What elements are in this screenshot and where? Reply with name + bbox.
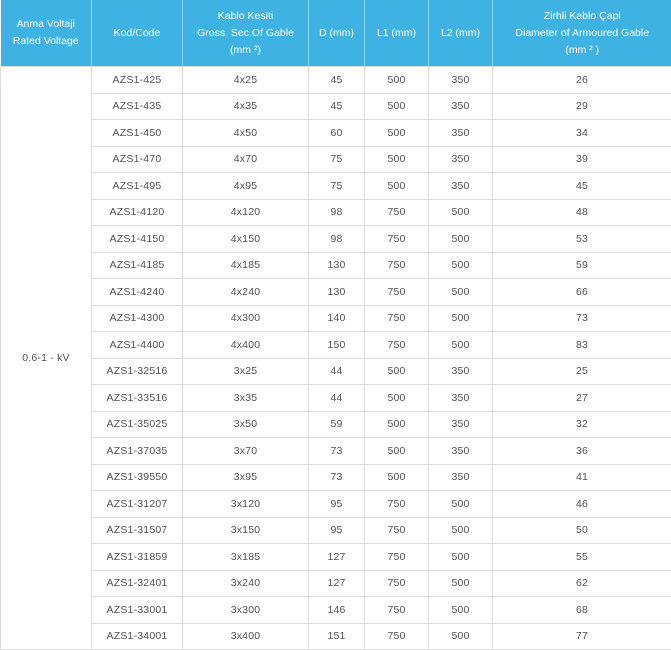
table-row xyxy=(1,570,671,597)
table-row xyxy=(1,411,671,438)
cell-l2: 500 xyxy=(429,305,493,332)
cell-diameter: 55 xyxy=(493,544,671,571)
cell-code: AZS1-435 xyxy=(92,93,183,120)
cell-l2: 500 xyxy=(429,491,493,518)
cell-d: 130 xyxy=(309,252,365,279)
cell-l1: 750 xyxy=(365,226,429,253)
table-header xyxy=(1,0,671,67)
cell-section: 4x120 xyxy=(183,199,309,226)
cell-diameter: 26 xyxy=(493,67,671,94)
cell-diameter: 73 xyxy=(493,305,671,332)
header-d: D (mm) xyxy=(309,0,365,67)
cell-l2: 500 xyxy=(429,252,493,279)
cell-section: 4x300 xyxy=(183,305,309,332)
cell-d: 95 xyxy=(309,491,365,518)
cell-l1: 500 xyxy=(365,67,429,94)
header-voltage: Anma Voltaji Rated Voltage xyxy=(1,0,92,67)
table-row xyxy=(1,279,671,306)
cell-diameter: 53 xyxy=(493,226,671,253)
table-row xyxy=(1,120,671,147)
cell-section: 3x240 xyxy=(183,570,309,597)
cell-code: AZS1-495 xyxy=(92,173,183,200)
cell-section: 4x35 xyxy=(183,93,309,120)
table-row xyxy=(1,226,671,253)
table-row xyxy=(1,67,671,94)
cell-code: AZS1-31507 xyxy=(92,517,183,544)
cell-d: 45 xyxy=(309,67,365,94)
cell-d: 98 xyxy=(309,199,365,226)
cell-l1: 750 xyxy=(365,623,429,650)
cell-d: 150 xyxy=(309,332,365,359)
cell-l2: 350 xyxy=(429,385,493,412)
cell-l1: 500 xyxy=(365,358,429,385)
cell-section: 4x240 xyxy=(183,279,309,306)
cell-section: 3x185 xyxy=(183,544,309,571)
cell-d: 130 xyxy=(309,279,365,306)
voltage-cell: 0.6-1 - kV xyxy=(1,67,92,650)
cell-l1: 750 xyxy=(365,252,429,279)
cell-code: AZS1-33001 xyxy=(92,597,183,624)
cell-code: AZS1-39550 xyxy=(92,464,183,491)
cell-diameter: 59 xyxy=(493,252,671,279)
table-row xyxy=(1,146,671,173)
header-l1: L1 (mm) xyxy=(365,0,429,67)
cell-l2: 350 xyxy=(429,173,493,200)
cell-l1: 500 xyxy=(365,173,429,200)
header-section: Kablo Kesiti Gross. Sec.Of Gable (mm ²) xyxy=(183,0,309,67)
cell-d: 75 xyxy=(309,146,365,173)
cell-d: 75 xyxy=(309,173,365,200)
cell-diameter: 62 xyxy=(493,570,671,597)
cell-l1: 500 xyxy=(365,120,429,147)
cell-l2: 500 xyxy=(429,623,493,650)
cell-d: 60 xyxy=(309,120,365,147)
cell-l1: 500 xyxy=(365,93,429,120)
cell-l2: 350 xyxy=(429,67,493,94)
cell-d: 151 xyxy=(309,623,365,650)
cell-l2: 350 xyxy=(429,438,493,465)
cell-diameter: 32 xyxy=(493,411,671,438)
cell-l1: 750 xyxy=(365,597,429,624)
cell-section: 4x25 xyxy=(183,67,309,94)
cell-l2: 500 xyxy=(429,517,493,544)
cell-diameter: 29 xyxy=(493,93,671,120)
cell-diameter: 83 xyxy=(493,332,671,359)
cell-l2: 350 xyxy=(429,120,493,147)
cell-l1: 750 xyxy=(365,279,429,306)
cell-code: AZS1-37035 xyxy=(92,438,183,465)
table-row xyxy=(1,544,671,571)
cell-l1: 750 xyxy=(365,517,429,544)
cell-diameter: 39 xyxy=(493,146,671,173)
cell-code: AZS1-31207 xyxy=(92,491,183,518)
table-row xyxy=(1,332,671,359)
cell-section: 3x400 xyxy=(183,623,309,650)
cell-diameter: 27 xyxy=(493,385,671,412)
table-row xyxy=(1,517,671,544)
cell-d: 127 xyxy=(309,544,365,571)
cell-d: 45 xyxy=(309,93,365,120)
cell-l1: 500 xyxy=(365,438,429,465)
cell-diameter: 48 xyxy=(493,199,671,226)
cell-section: 3x25 xyxy=(183,358,309,385)
cell-code: AZS1-450 xyxy=(92,120,183,147)
cell-section: 3x120 xyxy=(183,491,309,518)
table-row xyxy=(1,93,671,120)
cell-d: 73 xyxy=(309,438,365,465)
cell-l1: 750 xyxy=(365,544,429,571)
cell-d: 146 xyxy=(309,597,365,624)
cell-section: 3x70 xyxy=(183,438,309,465)
table-row xyxy=(1,385,671,412)
cell-section: 3x150 xyxy=(183,517,309,544)
cell-d: 73 xyxy=(309,464,365,491)
cell-code: AZS1-425 xyxy=(92,67,183,94)
cell-section: 4x400 xyxy=(183,332,309,359)
cell-section: 4x95 xyxy=(183,173,309,200)
cell-section: 4x185 xyxy=(183,252,309,279)
cell-d: 98 xyxy=(309,226,365,253)
header-row xyxy=(1,0,671,67)
cell-l2: 350 xyxy=(429,146,493,173)
cell-code: AZS1-35025 xyxy=(92,411,183,438)
table-row xyxy=(1,199,671,226)
cell-section: 3x300 xyxy=(183,597,309,624)
cell-l2: 500 xyxy=(429,544,493,571)
table-row xyxy=(1,358,671,385)
table-row xyxy=(1,305,671,332)
header-l2: L2 (mm) xyxy=(429,0,493,67)
cell-code: AZS1-32401 xyxy=(92,570,183,597)
cell-code: AZS1-4240 xyxy=(92,279,183,306)
cell-l1: 750 xyxy=(365,570,429,597)
cell-d: 44 xyxy=(309,385,365,412)
cell-diameter: 36 xyxy=(493,438,671,465)
cell-code: AZS1-4120 xyxy=(92,199,183,226)
cell-section: 3x50 xyxy=(183,411,309,438)
cell-l2: 500 xyxy=(429,597,493,624)
cell-section: 4x50 xyxy=(183,120,309,147)
cell-d: 44 xyxy=(309,358,365,385)
cell-l1: 500 xyxy=(365,146,429,173)
cell-diameter: 77 xyxy=(493,623,671,650)
cell-code: AZS1-4185 xyxy=(92,252,183,279)
cell-l2: 350 xyxy=(429,464,493,491)
cell-l1: 500 xyxy=(365,464,429,491)
cell-code: AZS1-34001 xyxy=(92,623,183,650)
cell-code: AZS1-4300 xyxy=(92,305,183,332)
header-code: Kod/Code xyxy=(92,0,183,67)
cell-diameter: 68 xyxy=(493,597,671,624)
cell-section: 4x70 xyxy=(183,146,309,173)
cell-l1: 750 xyxy=(365,199,429,226)
cell-l1: 750 xyxy=(365,491,429,518)
table-row xyxy=(1,252,671,279)
table-row xyxy=(1,597,671,624)
table-row xyxy=(1,464,671,491)
cell-diameter: 50 xyxy=(493,517,671,544)
cell-code: AZS1-470 xyxy=(92,146,183,173)
cell-section: 4x150 xyxy=(183,226,309,253)
cell-l1: 750 xyxy=(365,332,429,359)
cell-l2: 500 xyxy=(429,332,493,359)
cell-l2: 500 xyxy=(429,199,493,226)
cell-d: 140 xyxy=(309,305,365,332)
cell-diameter: 45 xyxy=(493,173,671,200)
table-row xyxy=(1,623,671,650)
cell-l2: 350 xyxy=(429,358,493,385)
cell-diameter: 41 xyxy=(493,464,671,491)
cell-diameter: 34 xyxy=(493,120,671,147)
cell-l2: 500 xyxy=(429,279,493,306)
cell-l1: 750 xyxy=(365,305,429,332)
cell-d: 95 xyxy=(309,517,365,544)
cell-section: 3x35 xyxy=(183,385,309,412)
cell-diameter: 46 xyxy=(493,491,671,518)
cell-l2: 350 xyxy=(429,93,493,120)
cell-code: AZS1-32516 xyxy=(92,358,183,385)
cell-l2: 500 xyxy=(429,570,493,597)
cell-code: AZS1-33516 xyxy=(92,385,183,412)
cell-d: 59 xyxy=(309,411,365,438)
cell-section: 3x95 xyxy=(183,464,309,491)
cell-l1: 500 xyxy=(365,411,429,438)
cell-code: AZS1-31859 xyxy=(92,544,183,571)
cell-d: 127 xyxy=(309,570,365,597)
cell-diameter: 25 xyxy=(493,358,671,385)
cell-l2: 350 xyxy=(429,411,493,438)
cell-l1: 500 xyxy=(365,385,429,412)
table-row xyxy=(1,438,671,465)
table-row xyxy=(1,173,671,200)
table-row xyxy=(1,491,671,518)
cell-l2: 500 xyxy=(429,226,493,253)
table-body xyxy=(1,67,671,650)
cell-code: AZS1-4150 xyxy=(92,226,183,253)
cell-code: AZS1-4400 xyxy=(92,332,183,359)
cell-diameter: 66 xyxy=(493,279,671,306)
header-diameter: Zirhli Kablo Çapi Diameter of Armoured Gable (mm ² ) xyxy=(493,0,671,67)
